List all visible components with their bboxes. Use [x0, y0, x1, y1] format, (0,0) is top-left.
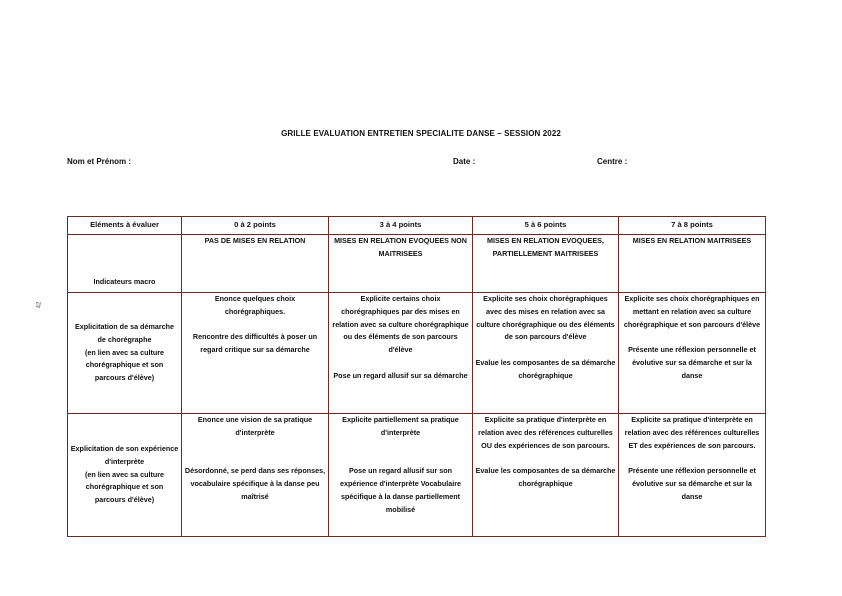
header-row: [68, 217, 766, 235]
choreographer-level-4-a: Explicite ses choix chorégraphiques en mettant en relation avec sa culture chorégraphique et son parcours d'élève: [623, 294, 761, 329]
header-level-4: 7 à 8 points: [619, 217, 766, 235]
choreographer-level-1: [182, 293, 329, 414]
performer-level-3: [473, 414, 619, 537]
macro-indicators-label: Indicateurs macro: [68, 235, 182, 293]
performer-level-3-a: Explicite sa pratique d'interprète en relation avec des références culturelles OU des expériences de son parcours.: [478, 415, 613, 450]
performer-level-3-b: Evalue les composantes de sa démarche chorégraphique: [475, 466, 616, 488]
macro-level-4: MISES EN RELATION MAITRISEES: [619, 235, 766, 293]
performer-level-2-a: Explicite partiellement sa pratique d'interprète: [342, 415, 459, 437]
macro-level-2: MISES EN RELATION EVOQUEES NON MAITRISEES: [329, 235, 473, 293]
choreographer-level-2: [329, 293, 473, 414]
choreographer-level-4: [619, 293, 766, 414]
performer-row: [68, 414, 766, 537]
performer-level-1-b: Désordonné, se perd dans ses réponses, vocabulaire spécifique à la danse peu maîtrisé: [184, 466, 326, 501]
performer-criterion: [68, 414, 182, 537]
performer-criterion-label: Explicitation de son expérience d'interprète: [70, 444, 179, 466]
performer-level-4-a: Explicite sa pratique d'interprète en relation avec des références culturelles ET des expériences de son parcours.: [624, 415, 760, 450]
performer-criterion-note: (en lien avec sa culture chorégraphique et son parcours d'élève): [84, 469, 165, 505]
header-level-3: 5 à 6 points: [473, 217, 619, 235]
choreographer-level-2-b: Pose un regard allusif sur sa démarche: [333, 370, 468, 380]
document-title: GRILLE EVALUATION ENTRETIEN SPECIALITE DANSE – SESSION 2022: [281, 129, 561, 138]
choreographer-row: [68, 293, 766, 414]
header-elements: Eléments à évaluer: [68, 217, 182, 235]
performer-level-1: [182, 414, 329, 537]
performer-level-2: [329, 414, 473, 537]
choreographer-criterion-note: (en lien avec sa culture chorégraphique et son parcours d'élève): [84, 347, 165, 383]
performer-level-4: [619, 414, 766, 537]
centre-field-label: Centre :: [597, 157, 628, 166]
choreographer-level-3: [473, 293, 619, 414]
evaluation-grid: [67, 216, 766, 537]
performer-level-4-b: Présente une réflexion personnelle et évolutive sur sa démarche et sur la danse: [628, 466, 756, 501]
header-level-2: 3 à 4 points: [329, 217, 473, 235]
choreographer-level-4-b: Présente une réflexion personnelle et évolutive sur sa démarche et sur la danse: [628, 345, 756, 380]
choreographer-criterion: [68, 293, 182, 414]
side-page-mark: 42: [36, 301, 43, 309]
macro-indicators-row: [68, 235, 766, 293]
choreographer-criterion-label: Explicitation de sa démarche de chorégraphe: [74, 322, 175, 344]
choreographer-level-1-a: Enonce quelques choix chorégraphiques.: [214, 294, 296, 316]
performer-level-1-a: Enonce une vision de sa pratique d'interprète: [197, 415, 313, 437]
choreographer-level-3-b: Evalue les composantes de sa démarche chorégraphique: [475, 357, 616, 380]
date-field-label: Date :: [453, 157, 476, 166]
header-level-1: 0 à 2 points: [182, 217, 329, 235]
macro-level-1: PAS DE MISES EN RELATION: [182, 235, 329, 293]
choreographer-level-3-a: Explicite ses choix chorégraphiques avec des mises en relation avec sa culture chorégraphique ou des éléments de son parcours d'élève: [476, 294, 615, 342]
macro-level-3: MISES EN RELATION EVOQUEES, PARTIELLEMENT MAITRISEES: [473, 235, 619, 293]
choreographer-level-1-b: Rencontre des difficultés à poser un regard critique sur sa démarche: [192, 332, 318, 355]
choreographer-level-2-a: Explicite certains choix chorégraphiques par des mises en relation avec sa culture chorégraphique ou des éléments de son parcours d'élève: [332, 294, 469, 355]
performer-level-2-b: Pose un regard allusif sur son expérience d'interprète Vocabulaire spécifique à la danse partiellement mobilisé: [339, 466, 461, 514]
name-field-label: Nom et Prénom :: [67, 157, 132, 166]
